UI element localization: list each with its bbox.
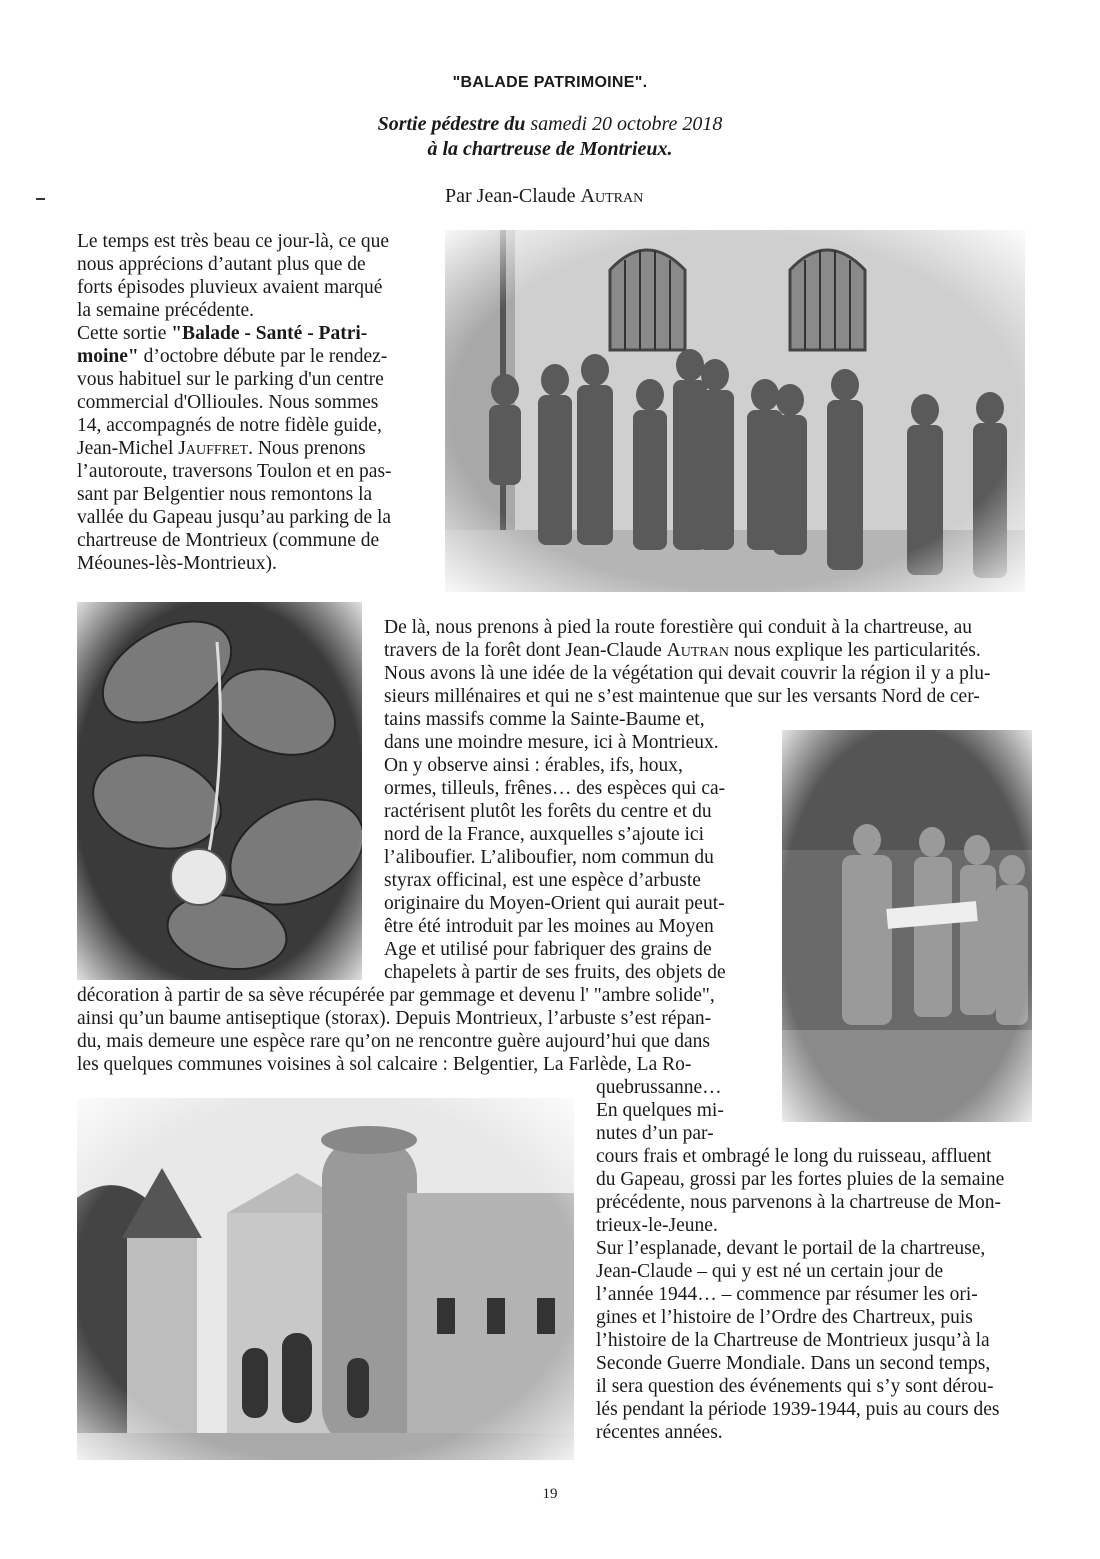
text-line: précédente, nous parvenons à la chartreuse de Mon- bbox=[596, 1192, 1001, 1213]
text-line: nord de la France, auxquelles s’ajoute ici bbox=[384, 824, 705, 845]
text-line: chapelets à partir de ses fruits, des objets de bbox=[384, 962, 726, 983]
text-line: tains massifs comme la Sainte-Baume et, bbox=[384, 709, 705, 730]
text-line: originaire du Moyen-Orient qui aurait peut- bbox=[384, 893, 725, 914]
text-line: être été introduit par les moines au Moyen bbox=[384, 916, 714, 937]
subtitle-bold: Sortie pédestre du bbox=[377, 113, 526, 135]
page-number: 19 bbox=[542, 1486, 558, 1502]
text-line: ormes, tilleuls, frênes… des espèces qui ca- bbox=[384, 778, 726, 799]
text-line: ractérisent plutôt les forêts du centre et du bbox=[384, 801, 712, 822]
group-photo bbox=[445, 230, 1025, 592]
byline-prefix: Par Jean-Claude bbox=[445, 185, 576, 207]
text-line: Méounes-lès-Montrieux). bbox=[77, 553, 277, 574]
main-text-right bbox=[596, 1145, 1032, 1444]
text-line: chartreuse de Montrieux (commune de bbox=[77, 530, 380, 551]
text-line: ainsi qu’un baume antiseptique (storax). Depuis Montrieux, l’arbuste s’est répan- bbox=[77, 1008, 712, 1029]
text-line: quebrussanne… bbox=[596, 1077, 722, 1098]
text-line: Le temps est très beau ce jour-là, ce que bbox=[77, 231, 390, 252]
text-line: l’histoire de la Chartreuse de Montrieux jusqu’à la bbox=[596, 1330, 990, 1351]
text-line: l’autoroute, traversons Toulon et en pas- bbox=[77, 461, 392, 482]
bold-span: "Balade - Santé - Patri- bbox=[171, 323, 368, 344]
text-line: les quelques communes voisines à sol calcaire : Belgentier, La Farlède, La Ro- bbox=[77, 1054, 692, 1075]
byline-surname: Autran bbox=[580, 185, 644, 207]
text-line: vallée du Gapeau jusqu’au parking de la bbox=[77, 507, 392, 528]
text-line: Jean-Claude – qui y est né un certain jour de bbox=[596, 1261, 944, 1282]
surname-span: Autran bbox=[666, 640, 729, 661]
text-line: On y observe ainsi : érables, ifs, houx, bbox=[384, 755, 683, 776]
text-line: vous habituel sur le parking d'un centre bbox=[77, 369, 384, 390]
text-span: Cette sortie bbox=[77, 323, 172, 344]
text-line: Age et utilisé pour fabriquer des grains de bbox=[384, 939, 712, 960]
text-span: travers de la forêt dont Jean-Claude bbox=[384, 640, 667, 661]
text-line: lés pendant la période 1939-1944, puis au cours des bbox=[596, 1399, 1000, 1420]
bold-span: moine" bbox=[77, 346, 139, 367]
intro-paragraph bbox=[77, 230, 417, 575]
text-line: sieurs millénaires et qui ne s’est maintenue que sur les versants Nord de cer- bbox=[384, 686, 980, 707]
text-line: En quelques mi- bbox=[596, 1100, 724, 1121]
text-line: cours frais et ombragé le long du ruisseau, affluent bbox=[596, 1146, 992, 1167]
text-line: Sur l’esplanade, devant le portail de la chartreuse, bbox=[596, 1238, 986, 1259]
article-title: "BALADE PATRIMOINE". bbox=[452, 74, 648, 91]
text-line: sant par Belgentier nous remontons la bbox=[77, 484, 373, 505]
article-subtitle bbox=[0, 112, 1100, 162]
text-line: De là, nous prenons à pied la route forestière qui conduit à la chartreuse, au bbox=[384, 617, 973, 638]
text-line: récentes années. bbox=[596, 1422, 723, 1443]
text-line: nous apprécions d’autant plus que de bbox=[77, 254, 366, 275]
main-text-full bbox=[77, 984, 757, 1076]
map-reading-photo bbox=[782, 730, 1032, 1122]
main-text-right-narrow bbox=[596, 1076, 760, 1145]
text-span: Jean-Michel bbox=[77, 438, 179, 459]
text-line: 14, accompagnés de notre fidèle guide, bbox=[77, 415, 382, 436]
text-line: la semaine précédente. bbox=[77, 300, 255, 321]
text-line: il sera question des événements qui s’y sont dérou- bbox=[596, 1376, 994, 1397]
styrax-leaves-photo bbox=[77, 602, 362, 980]
text-span: . Nous prenons bbox=[248, 438, 366, 459]
text-line: l’année 1944… – commence par résumer les ori- bbox=[596, 1284, 978, 1305]
byline bbox=[445, 185, 643, 208]
surname-span: Jauffret bbox=[178, 438, 249, 459]
text-line: du Gapeau, grossi par les fortes pluies de la semaine bbox=[596, 1169, 1005, 1190]
text-line: styrax officinal, est une espèce d’arbuste bbox=[384, 870, 701, 891]
text-line: trieux-le-Jeune. bbox=[596, 1215, 718, 1236]
main-text-top bbox=[384, 616, 1032, 708]
text-line: gines et l’histoire de l’Ordre des Chartreux, puis bbox=[596, 1307, 973, 1328]
chartreuse-photo bbox=[77, 1098, 574, 1460]
text-line: du, mais demeure une espèce rare qu’on ne rencontre guère aujourd’hui que dans bbox=[77, 1031, 710, 1052]
text-line: commercial d'Ollioules. Nous sommes bbox=[77, 392, 379, 413]
text-line: forts épisodes pluvieux avaient marqué bbox=[77, 277, 383, 298]
text-span: nous explique les particularités. bbox=[728, 640, 981, 661]
subtitle-date: samedi 20 octobre 2018 bbox=[530, 113, 723, 135]
text-line: décoration à partir de sa sève récupérée par gemmage et devenu l' "ambre solide", bbox=[77, 985, 715, 1006]
scan-mark bbox=[36, 198, 45, 200]
subtitle-place: à la chartreuse de Montrieux. bbox=[427, 138, 673, 160]
text-span: d’octobre débute par le rendez- bbox=[138, 346, 388, 367]
text-line: nutes d’un par- bbox=[596, 1123, 714, 1144]
text-line: Nous avons là une idée de la végétation qui devait couvrir la région il y a plu- bbox=[384, 663, 991, 684]
text-line: l’aliboufier. L’aliboufier, nom commun du bbox=[384, 847, 714, 868]
text-line: Seconde Guerre Mondiale. Dans un second temps, bbox=[596, 1353, 991, 1374]
main-text-narrow bbox=[384, 708, 764, 984]
text-line: dans une moindre mesure, ici à Montrieux. bbox=[384, 732, 719, 753]
